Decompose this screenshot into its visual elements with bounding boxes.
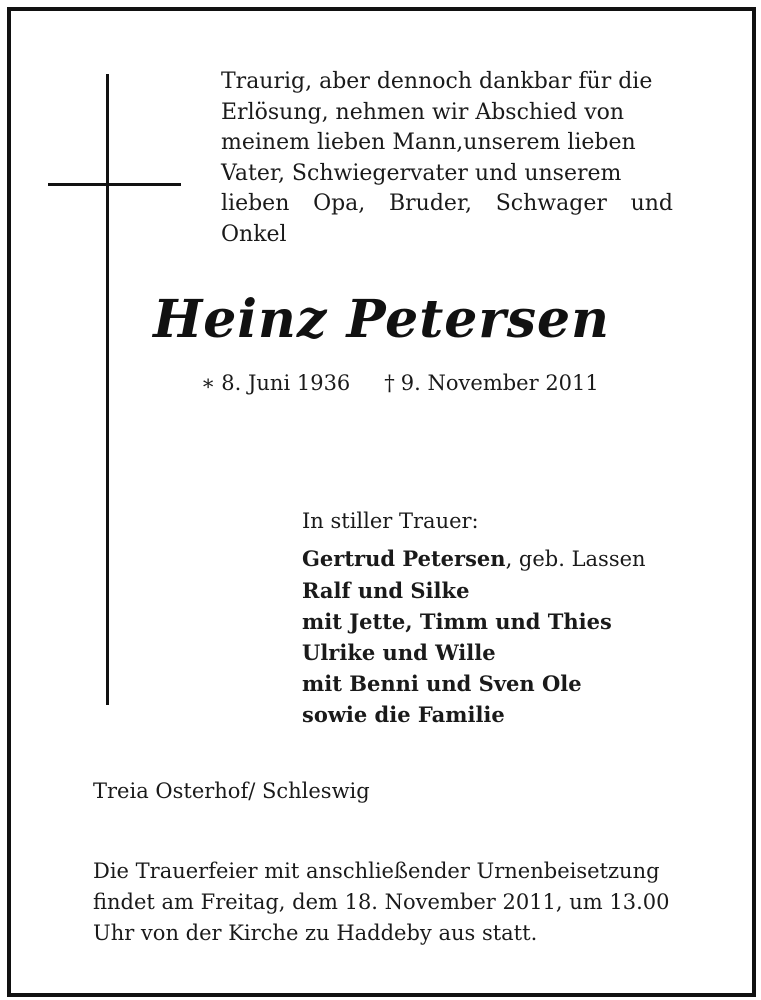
intro-line: Erlösung, nehmen wir Abschied von — [221, 99, 625, 125]
intro-line: Traurig, aber dennoch dankbar für die — [221, 69, 653, 94]
death-date: 9. November 2011 — [400, 371, 599, 395]
cross-horizontal-bar — [48, 183, 181, 186]
death-symbol: † — [384, 371, 395, 395]
intro-line: lieben Opa, Bruder, Schwager und Onkel — [221, 191, 673, 247]
intro-line: Vater, Schwiegervater und unserem — [221, 160, 622, 186]
mourner-line: Ulrike und Wille — [302, 640, 496, 665]
cross-vertical-bar — [106, 74, 109, 705]
obituary-frame — [7, 7, 756, 997]
intro-text — [221, 67, 673, 250]
service-line: Uhr von der Kirche zu Haddeby aus statt. — [93, 921, 538, 945]
life-dates — [201, 371, 599, 395]
deceased-name: Heinz Petersen — [153, 289, 610, 350]
birth-date: 8. Juni 1936 — [221, 371, 351, 395]
mourner-maiden-name: , geb. Lassen — [505, 547, 646, 571]
birth-symbol: ∗ — [201, 371, 216, 395]
service-line: Die Trauerfeier mit anschließender Urnenbeisetzung — [93, 859, 660, 883]
mourner-line: mit Jette, Timm und Thies — [302, 609, 612, 634]
place-text: Treia Osterhof/ Schleswig — [93, 779, 370, 803]
mourning-heading: In stiller Trauer: — [302, 509, 479, 533]
mourner-line: mit Benni und Sven Ole — [302, 671, 582, 696]
mourner-line — [302, 543, 646, 575]
mourner-name: Gertrud Petersen — [302, 546, 506, 571]
mourner-line: sowie die Familie — [302, 702, 505, 727]
mourners-block — [302, 506, 646, 730]
service-info — [93, 856, 670, 949]
service-line: findet am Freitag, dem 18. November 2011, um 13.00 — [93, 890, 670, 914]
mourner-line: Ralf und Silke — [302, 578, 470, 603]
intro-line: meinem lieben Mann,unserem lieben — [221, 130, 636, 155]
